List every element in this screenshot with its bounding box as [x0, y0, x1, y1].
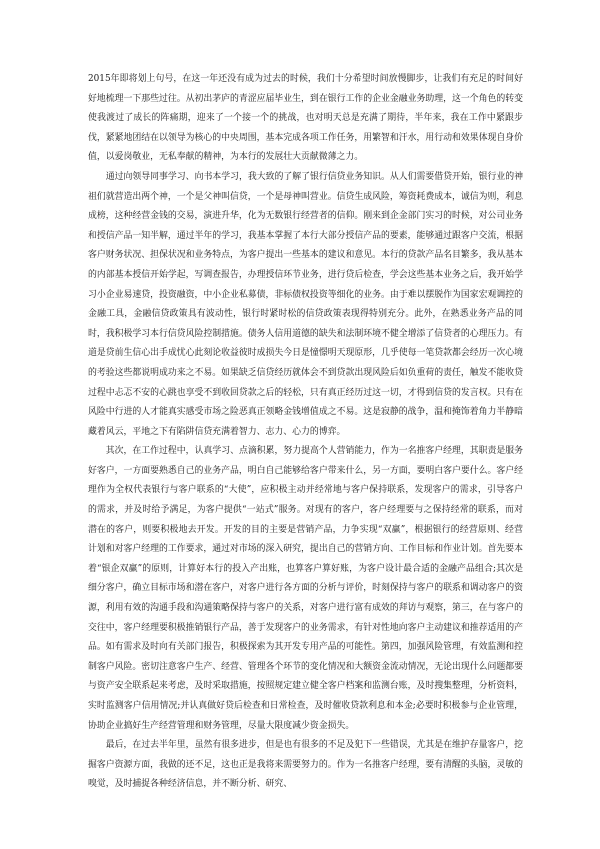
paragraph-marketing: 其次，在工作过程中，认真学习、点滴积累，努力提高个人营销能力，作为一名推客户经理，其职责是服务好客户，一方面要熟悉自己的业务产品，明白自己能够给客户带来什么，另一方面，要明白客户要什么。客户经理作为全权代表银行与客户联系的“大使”，应积极主动并经常地与客户保持联系，发现客户的需求，引导客户的需求，并及时给予满足，为客户提供“一站式”服务。对现有的客户，客户经理要与之保持经常的联系，而对潜在的客户，则要积极地去开发。开发的目的主要是营销产品，力争实现“双赢”，根据银行的经营原则、经营计划和对客户经理的工作要求，通过对市场的深入研究，提出自己的营销方向、工作目标和作业计划。首先要本着“银企双赢”的原则，计算好本行的投入产出账，也算客户算好账，为客户设计最合适的金融产品组合;其次是细分客户，确立目标市场和潜在客户，对客户进行各方面的分析与评价，时刻保持与客户的联系和调动客户的资源，利用有效的沟通手段和沟通策略保持与客户的关系，对客户进行富有成效的拜访与观察，第三，在与客户的交往中，客户经理要积极推销银行产品，善于发现客户的业务需求，有针对性地向客户主动建议和推荐适用的产品。如有需求及时向有关部门报告，积极探索为其开发专用产品的可能性。第四，加强风险管理，有效监测和控制客户风险。密切注意客户生产、经营、管理各个环节的变化情况和大额资金流动情况，无论出现什么问题都要与资产安全联系起来考虑，及时采取措施，按照规定建立健全客户档案和监测台账，及时搜集整理，分析资料，实时监测客户信用情况;并认真做好贷后检查和日常检查，及时催收贷款利息和本金;必要时积极参与企业管理，协助企业搞好生产经营管理和财务管理，尽量大限度减少资金损失。: [88, 446, 523, 731]
paragraph-intro: 2015年即将划上句号，在这一年还没有成为过去的时候，我们十分希望时间放慢脚步，让我们有充足的时间好好地梳理一下那些过往。从初出茅庐的青涩应届毕业生，到在银行工作的企业金融业务助理，这一个角色的转变使我渡过了成长的阵痛期，迎来了一个接一个的挑战，也对明天总是充满了期待，半年来，我在工作中紧跟步伐，紧紧地团结在以领导为核心的中央周围，基本完成各项工作任务，用繁智和汗水，用行动和效果体现自身价值，以爱岗敬业，无私奉献的精神，为本行的发展壮大贡献微薄之力。: [88, 74, 523, 163]
document-body: [88, 70, 523, 795]
paragraph-learning: 通过向领导同事学习、向书本学习，我大致的了解了银行信贷业务知识。从人们需要借贷开始，银行业的神祖们就营造出两个神，一个是父神叫信贷，一个是母神叫营业。信贷生成风险，筹资耗费成本，诚信为则，利息成榜，这种经营金钱的交易，演进升华，化为无数银行经营者的信仰。刚来到企金部门实习的时候，对公司业务和授信产品一知半解，通过半年的学习，我基本掌握了本行大部分授信产品的要素，能够通过跟客户交流，根据客户财务状况、担保状况和业务特点，为客户提出一些基本的建议和意见。本行的贷款产品名目繁多，我从基本的内部基本授信开始学起，写调查报告，办理授信环节业务，进行贷后检查，学会这些基本业务之后，我开始学习小企业易速贷，投资融资，中小企业私募债，非标债权投资等细化的业务。由于难以摆脱作为国家宏观调控的金融工具，金融信贷政策具有波动性，银行时紧时松的信贷政策表现得特别充分。此外，在熟悉业务产品的同时，我积极学习本行信贷风险控制措施。债务人信用道德的缺失和法制环境不健全增添了信贷者的心理压力。有道是贷前生信心出手成忧心此刻论收益彼时成损失今日是憧憬明天现原形，几乎使每一笔贷款都会经历一次心境的考验这些都说明成功来之不易。如果缺乏信贷经历就体会不到贷款出现风险后如负重荷的责任，触发不能收贷过程中忐忑不安的心跳也享受不到收回贷款之后的轻松，只有真正经历过这一切，才得到信贷的发言权。只有在风险中行进的人才能真实感受市场之险恶真正领略金钱增值成之不易。这是寂静的战争，温和掩饰着角力半静暗藏着风云，平地之下有陷阱信贷充满着智力、志力、心力的博弈。: [88, 171, 523, 437]
paragraph-conclusion: 最后，在过去半年里，虽然有很多进步，但是也有很多的不足及犯下一些错误，尤其是在维护存量客户，挖掘客户资源方面，我做的还不足，这也正是我将来需要努力的。作为一名推客户经理，要有清醒的头脑，灵敏的嗅觉，及时捕捉各种经济信息，并不断分析、研究、: [88, 740, 523, 790]
